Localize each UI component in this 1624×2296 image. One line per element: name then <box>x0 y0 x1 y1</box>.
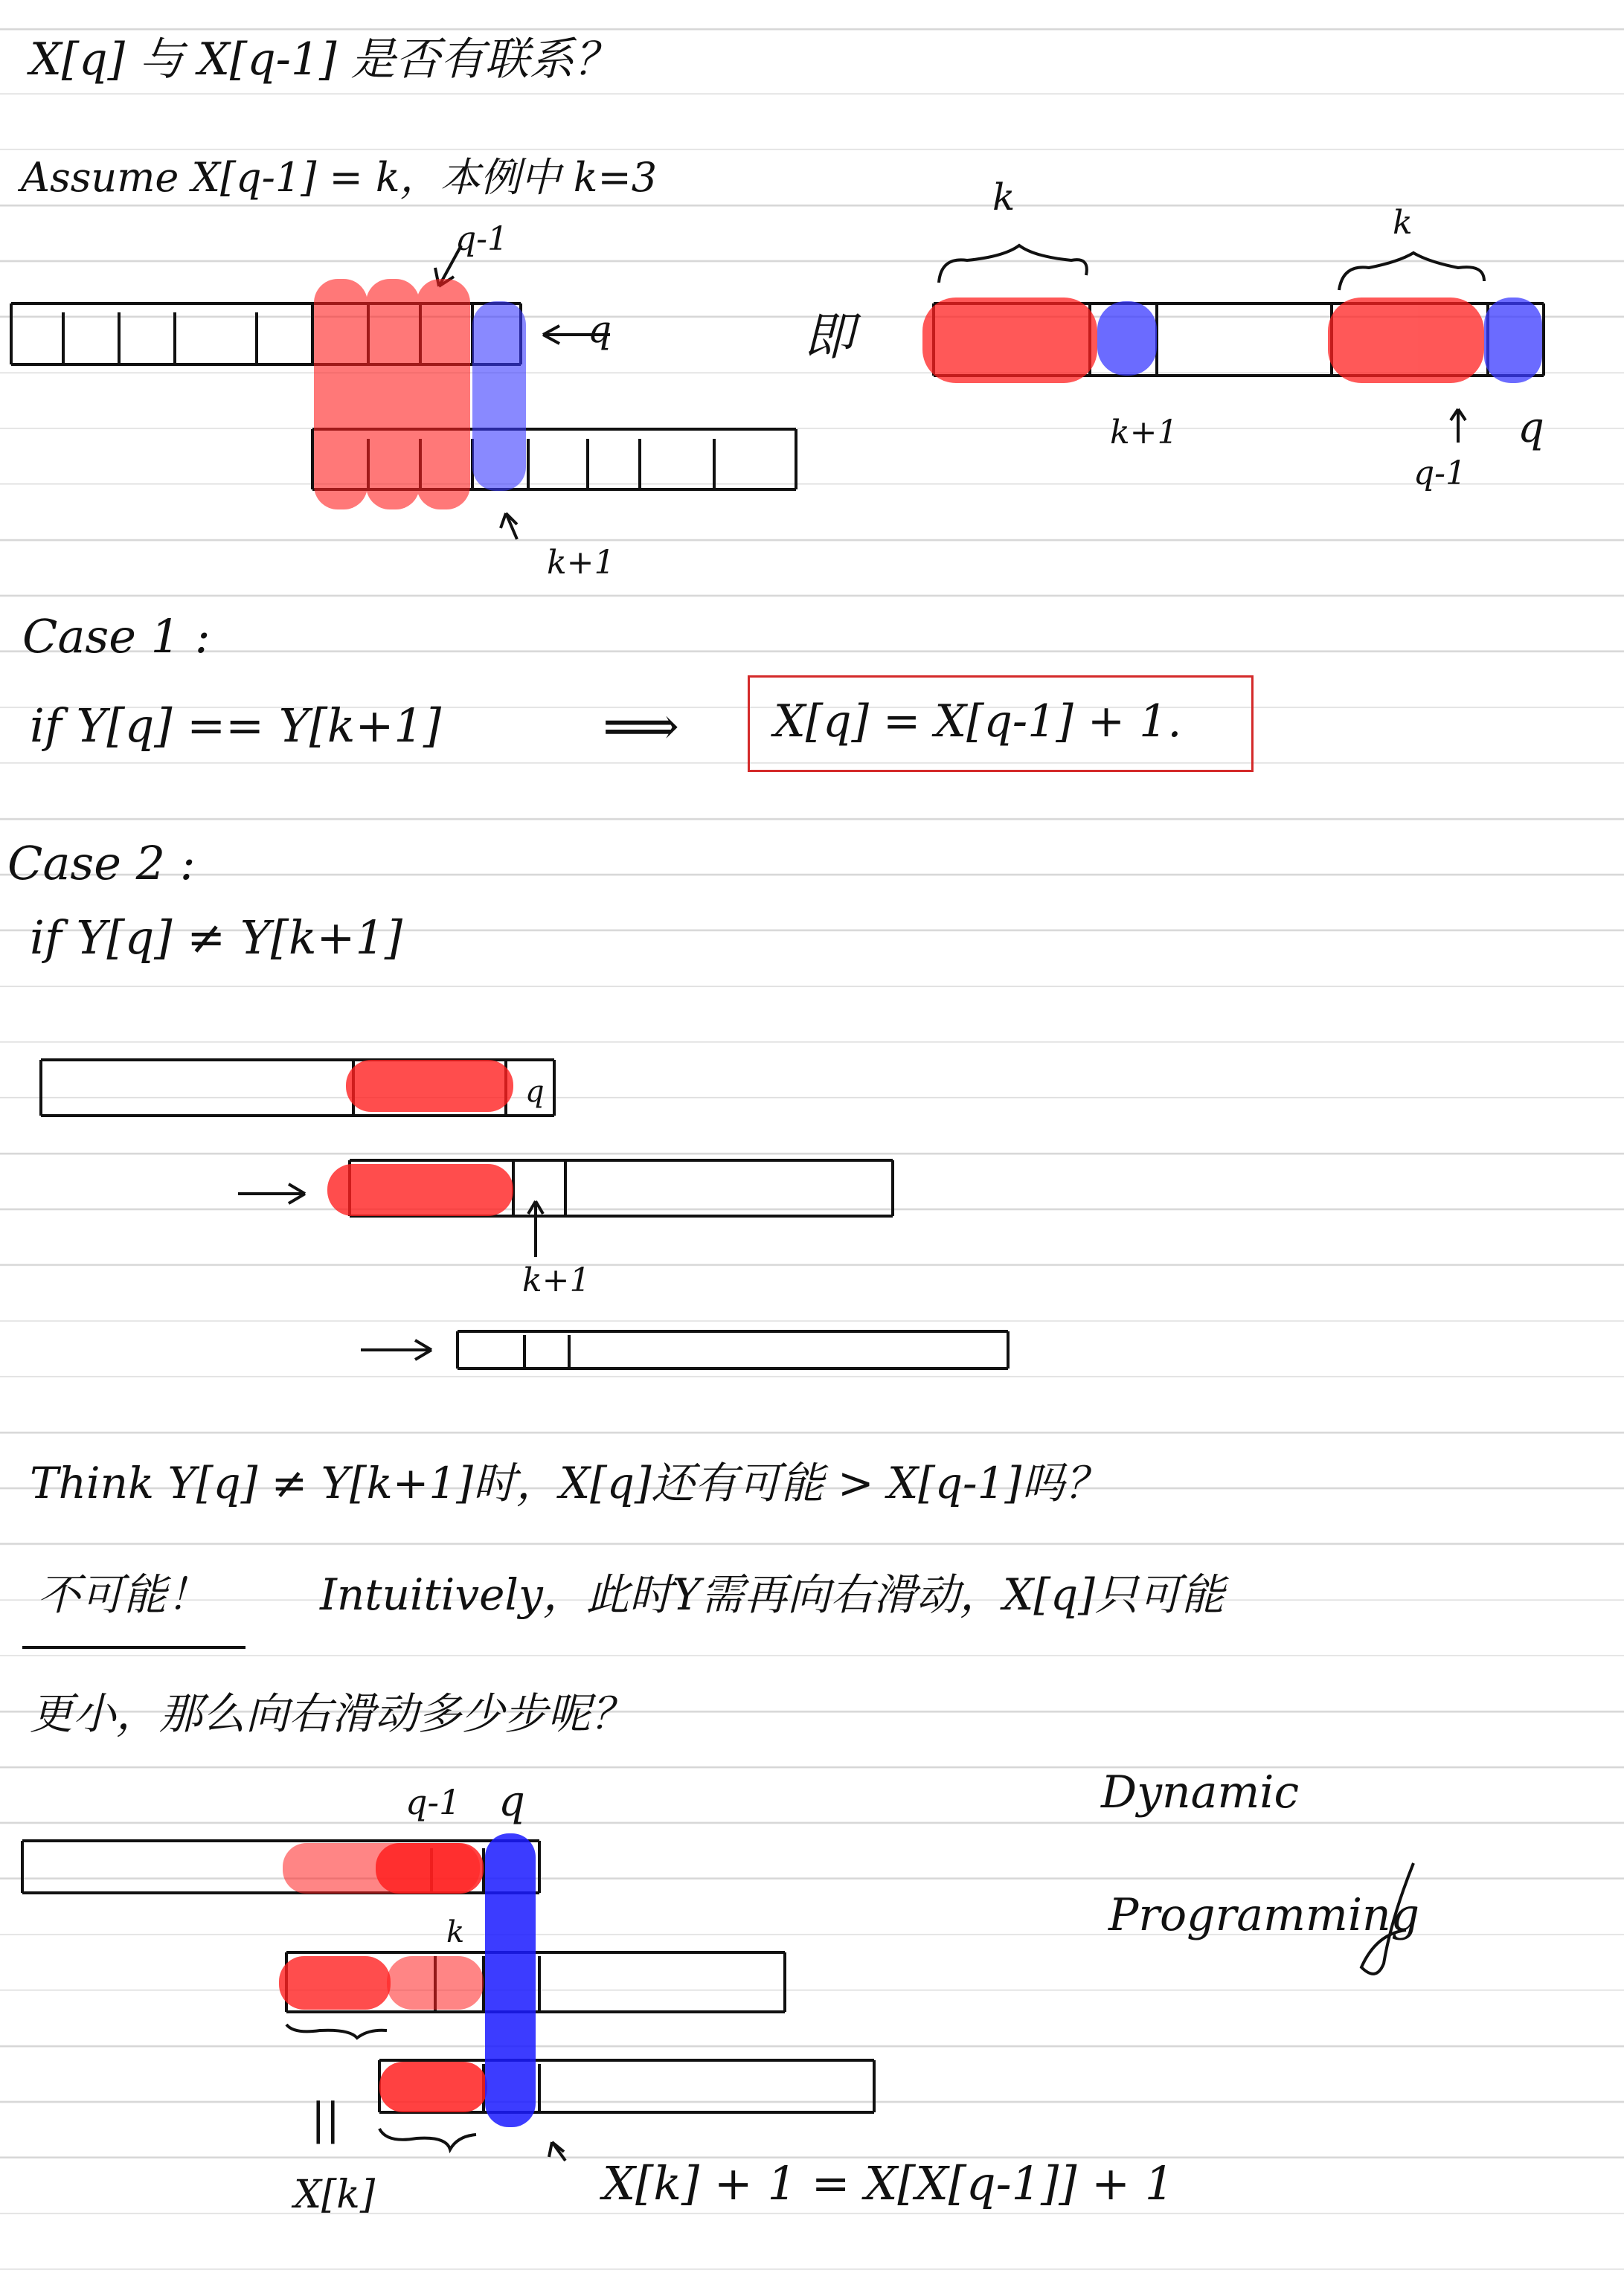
case1-condition: if Y[q] == Y[k+1] <box>30 698 442 753</box>
diagram3-equals-mark: || <box>311 2094 341 2144</box>
case2-highlights <box>327 1060 513 1216</box>
heading: X[q] 与 X[q-1] 是否有联系？ <box>30 33 619 86</box>
diagram3-highlights <box>279 1833 536 2127</box>
think-line1: Think Y[q] ≠ Y[k+1]时，X[q]还有可能 > X[q-1]吗？ <box>30 1458 1108 1508</box>
diagram3 <box>22 1841 1413 2161</box>
case1-arrow: ⟹ <box>603 695 680 757</box>
diagram2-brace-label-left: k <box>992 176 1015 219</box>
case2-label-k-plus-1: k+1 <box>522 1261 591 1299</box>
assume-line: Assume X[q-1] = k，本例中 k=3 <box>21 154 658 201</box>
diagram2-brace-label-right: k <box>1393 204 1413 242</box>
diagram2-prefix: 即 <box>803 308 855 367</box>
diagram1-highlights <box>314 279 526 509</box>
diagram2-label-q: q <box>1518 404 1544 452</box>
diagram3-label-k: k <box>446 1915 465 1949</box>
diagram2-highlights <box>922 298 1542 383</box>
diagram3-formula: X[k] + 1 = X[X[q-1]] + 1 <box>603 2156 1175 2210</box>
diagram3-label-q-minus-1: q-1 <box>405 1782 461 1822</box>
think-line2: Intuitively，此时Y需再向右滑动，X[q]只可能 <box>320 1569 1225 1620</box>
case1-title: Case 1 : <box>22 609 211 663</box>
case2-title: Case 2 : <box>7 836 196 890</box>
diagram2-label-k-plus-1: k+1 <box>1110 414 1178 451</box>
note-line1: Dynamic <box>1101 1766 1300 1819</box>
diagram1-label-q: q <box>588 308 612 351</box>
case2-diagram <box>41 1060 1008 1369</box>
note-line2: Programming <box>1108 1889 1420 1941</box>
diagram2-label-q-minus-1: q-1 <box>1413 454 1467 492</box>
think-answer: 不可能！ <box>37 1569 211 1620</box>
diagram1-label-k-plus-1: k+1 <box>547 544 615 582</box>
case2-condition: if Y[q] ≠ Y[k+1] <box>30 910 403 965</box>
case2-label-q: q <box>525 1075 545 1109</box>
case1-result: X[q] = X[q-1] + 1. <box>774 695 1182 747</box>
think-line3: 更小，那么向右滑动多少步呢？ <box>30 1688 635 1739</box>
diagram3-bottom-left: X[k] <box>294 2173 376 2217</box>
diagram1-label-q-minus-1: q-1 <box>455 220 509 258</box>
diagram3-label-q: q <box>498 1778 525 1826</box>
